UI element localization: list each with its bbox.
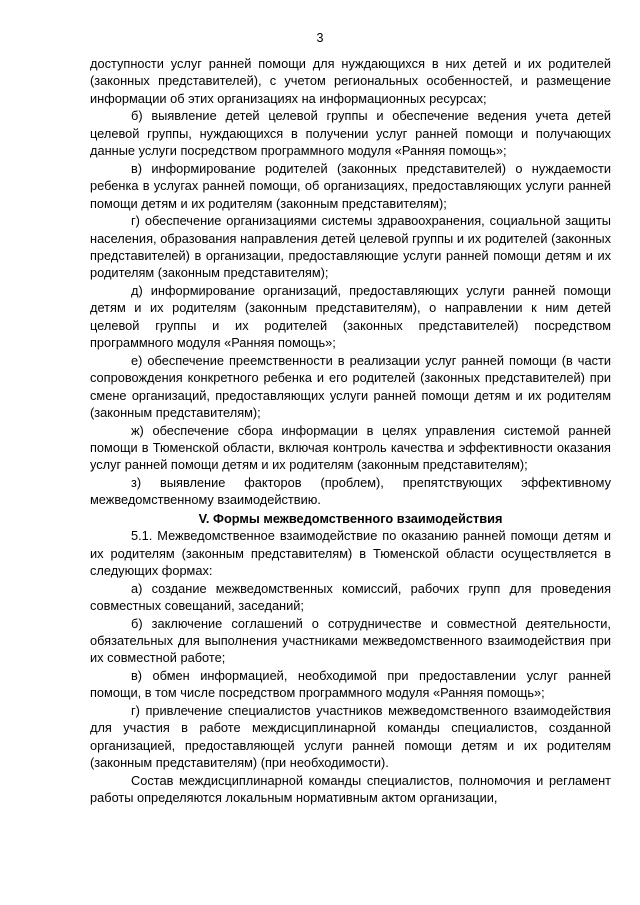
paragraph-item-e: е) обеспечение преемственности в реализации услуг ранней помощи (в части сопровождения конкретного ребенка и его родителей (законных представителей) при смене организаций, предоставляющих услуги ранней помощи детям и их родителям (законным представителям); — [90, 352, 611, 421]
page-number: 3 — [316, 31, 324, 45]
document-body — [90, 55, 611, 806]
section-heading: V. Формы межведомственного взаимодействия — [198, 510, 503, 526]
paragraph-item-v: в) информирование родителей (законных представителей) о нуждаемости ребенка в услугах ранней помощи, об организациях, предоставляющих услуги ранней помощи детям и их родителям (законным представителям); — [90, 160, 611, 211]
paragraph-form-v: в) обмен информацией, необходимой при предоставлении услуг ранней помощи, в том числе посредством программного модуля «Ранняя помощь»; — [90, 667, 611, 701]
paragraph-item-b: б) выявление детей целевой группы и обеспечение ведения учета детей целевой группы, нуждающихся в получении услуг ранней помощи и получающих данные услуги посредством программного модуля «Ранняя помощь»; — [90, 108, 611, 159]
paragraph-form-g: г) привлечение специалистов участников межведомственного взаимодействия для участия в работе междисциплинарной команды специалистов, созданной организацией, предоставляющей услуги ранней помощи детям и их родителям (законным представителям) (при необходимости). — [90, 702, 611, 771]
paragraph-item-g: г) обеспечение организациями системы здравоохранения, социальной защиты населения, образования направления детей целевой группы и их родителей (законных представителей) в организации, предоставляющие услуги ранней помощи детям и их родителям (законным представителям); — [90, 213, 611, 281]
paragraph-5-1: 5.1. Межведомственное взаимодействие по оказанию ранней помощи детям и их родителям (законным представителям) в Тюменской области осуществляется в следующих формах: — [90, 528, 611, 579]
paragraph-item-zh: ж) обеспечение сбора информации в целях управления системой ранней помощи в Тюменской области, включая контроль качества и эффективности оказания услуг ранней помощи детям и их родителям (законным представителям); — [90, 422, 611, 473]
paragraph-form-a: а) создание межведомственных комиссий, рабочих групп для проведения совместных совещаний, заседаний; — [90, 580, 611, 614]
paragraph-team-composition: Состав междисциплинарной команды специалистов, полномочия и регламент работы определяются локальным нормативным актом организации, — [90, 772, 611, 806]
paragraph-form-b: б) заключение соглашений о сотрудничестве и совместной деятельности, обязательных для выполнения участниками межведомственного взаимодействия при их совместной работе; — [90, 615, 611, 666]
paragraph-item-z: з) выявление факторов (проблем), препятствующих эффективному межведомственному взаимодействию. — [90, 474, 611, 508]
paragraph-item-d: д) информирование организаций, предоставляющих услуги ранней помощи детям и их родителям (законным представителям), о направлении к ним детей целевой группы и их родителей (законных представителей) посредством программного модуля «Ранняя помощь»; — [90, 282, 611, 351]
paragraph-continuation: доступности услуг ранней помощи для нуждающихся в них детей и их родителей (законных представителей), с учетом региональных особенностей, и размещение информации об этих организациях на информационных ресурсах; — [90, 56, 611, 106]
